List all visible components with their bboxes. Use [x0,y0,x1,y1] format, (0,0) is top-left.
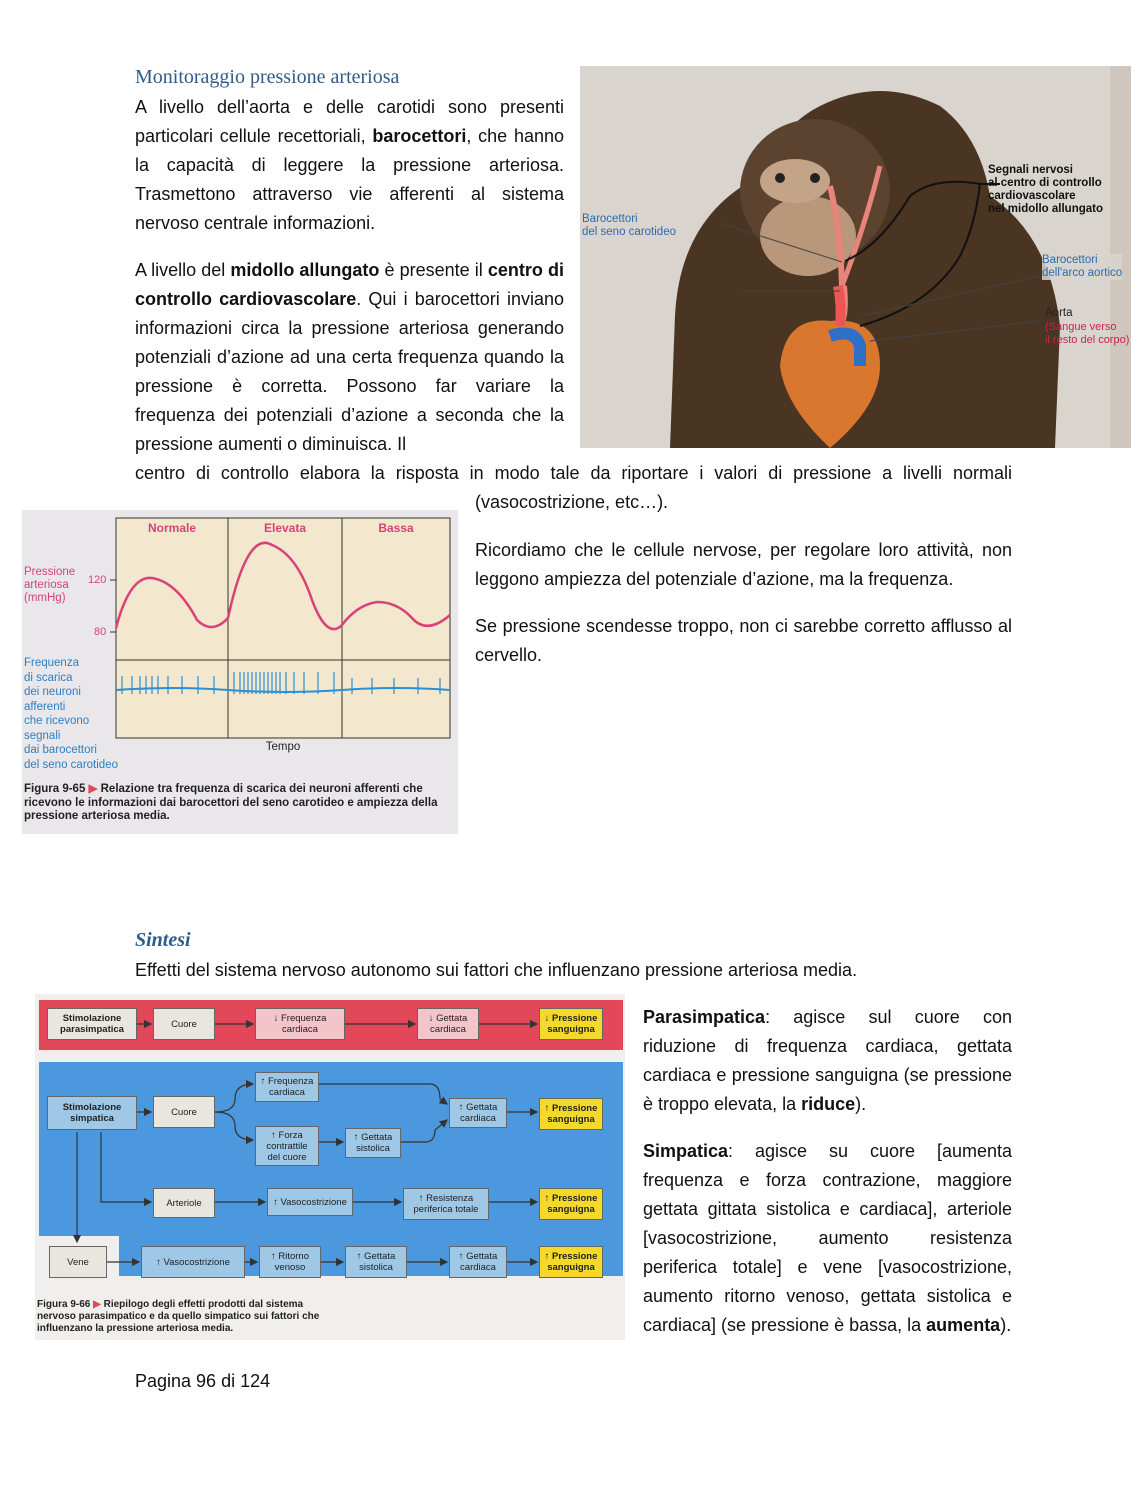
graph-freq-label: Frequenza di scarica dei neuroni afferenti che ricevono segnali dai barocettori del seno carotideo [24,657,118,771]
paragraph-afflusso: Se pressione scendesse troppo, non ci sarebbe corretto afflusso al cervello. [475,616,1012,665]
box-freq-up: ↑ Frequenza cardiaca [255,1072,319,1102]
flow-caption-num: Figura 9-66 [37,1299,91,1310]
box-press-up-2: ↑ Pressione sanguigna [539,1188,603,1220]
label-parasimpatica: Parasimpatica [643,1007,766,1027]
simp-end: ). [1000,1315,1012,1335]
label-segnali-nervosi: Segnali nervosi al centro di controllo cardiovascolare nel midollo allungato [988,164,1103,215]
barocettori-figure [580,66,1131,448]
p1-text-a: A livello dell’aorta e delle carotidi sono presenti particolari cellule recettoriali, [135,97,564,146]
paragraph-barocettori [135,93,564,238]
p2-text-e: . Qui i barocettori inviano informazioni circa la pressione arteriosa generando potenziali d’azione ad una certa frequenza quando la pressione è corretta. Possono far variare la frequenza dei potenziali d’azione a seconda che la pressione aumenti o diminuisca. Il [135,289,564,454]
graph-col-normale: Normale [147,521,197,535]
simp-text: : agisce su cuore [aumenta frequenza e forza contrazione, maggiore gettata gittata sistolica e cardiaca], arteriole [vasocostrizione, aumento resistenza periferica totale] e vene [vasocostrizione, aumento ritorno venoso, gettata sistolica e cardiaca] (se pressione è bassa, la [643,1141,1012,1335]
box-press-up-3: ↑ Pressione sanguigna [539,1246,603,1278]
p2-bold-midollo: midollo allungato [230,260,380,280]
bold-aumenta: aumenta [926,1315,1001,1335]
graph-caption-num: Figura 9-65 [24,783,86,795]
box-stim-simpatica: Stimolazione simpatica [47,1096,137,1130]
graph-tick-80: 80 [94,626,107,638]
paragraph-parasimpatica [643,1003,1012,1119]
para-end: ). [855,1094,867,1114]
p2-end: (vasocostrizione, etc…). [475,492,669,512]
box-gett-up-2: ↑ Gettata cardiaca [449,1246,507,1278]
label-simpatica: Simpatica [643,1141,729,1161]
box-gitt-up-1: ↑ Gettata sistolica [345,1128,401,1158]
box-vene: Vene [49,1246,107,1278]
paragraph-frequenza: Ricordiamo che le cellule nervose, per regolare loro attività, non leggono ampiezza del potenziale d’azione, ma la frequenza. [475,540,1012,589]
box-vaso-vene: ↑ Vasocostrizione [141,1246,245,1278]
box-gett-up-1: ↑ Gettata cardiaca [449,1098,507,1128]
box-freq-down: ↓ Frequenza cardiaca [255,1008,345,1040]
label-aorta-note: (Sangue verso il resto del corpo) [1045,321,1130,346]
caption-arrow-icon: ▶ [88,783,98,795]
graph-caption [24,783,456,824]
graph-col-bassa: Bassa [378,521,414,535]
p2-text-a: A livello del [135,260,226,280]
box-stim-parasimpatica: Stimolazione parasimpatica [47,1008,137,1040]
p1-bold-barocettori: barocettori [372,126,467,146]
section-title-sintesi: Sintesi [135,929,191,951]
label-barocettori-arco: Barocettori dell'arco aortico [1042,254,1123,279]
box-cuore-para: Cuore [153,1008,215,1040]
sintesi-intro: Effetti del sistema nervoso autonomo sui fattori che influenzano pressione arteriosa media. [135,960,858,980]
label-aorta: Aorta [1045,307,1073,319]
box-press-down: ↓ Pressione sanguigna [539,1008,603,1040]
page-number: Pagina 96 di 124 [135,1371,271,1391]
box-vaso-arteriole: ↑ Vasocostrizione [267,1188,353,1216]
flow-caption-text: Riepilogo degli effetti prodotti dal sistema nervoso parasimpatico e da quello simpatico sui fattori che influenzano la pressione arteriosa media. [37,1299,320,1334]
label-barocettori-seno: Barocettori del seno carotideo [582,213,676,238]
section-title-monitoraggio: Monitoraggio pressione arteriosa [135,66,400,88]
flow-caption [37,1299,337,1335]
graph-col-elevata: Elevata [263,521,307,535]
p2-bold-centro: centro di controllo cardiovascolare [135,260,564,309]
box-gett-down: ↓ Gettata cardiaca [417,1008,479,1040]
graph-xlabel: Tempo [265,741,301,753]
bold-riduce: riduce [801,1094,856,1114]
p2-text-c: è presente il [384,260,483,280]
paragraph-simpatica [643,1137,1012,1340]
box-ritorno-up: ↑ Ritorno venoso [259,1246,321,1278]
p2-full-line: centro di controllo elabora la risposta in modo tale da riportare i valori di pressione a livelli normali [135,463,1012,483]
flow-caption-arrow-icon: ▶ [93,1299,101,1310]
box-forza-up: ↑ Forza contrattile del cuore [255,1126,319,1166]
paragraph-midollo [135,256,564,459]
para-text: : agisce sul cuore con riduzione di frequenza cardiaca, gettata cardiaca e pressione sanguigna (se pressione è troppo elevata, la [643,1007,1012,1114]
box-cuore-simp: Cuore [153,1096,215,1128]
sistema-nervoso-flow-figure [35,994,625,1340]
graph-tick-120: 120 [88,574,107,586]
graph-caption-text: Relazione tra frequenza di scarica dei neuroni afferenti che ricevono le informazioni dai barocettori del seno carotideo e ampiezza della pressione arteriosa media. [24,783,438,822]
graph-ylabel: Pressione arteriosa (mmHg) [24,566,76,604]
flow-arrows [35,994,625,1340]
box-resist-up: ↑ Resistenza periferica totale [403,1188,489,1220]
box-press-up-1: ↑ Pressione sanguigna [539,1098,603,1130]
pressione-frequenza-figure [22,510,458,834]
box-arteriole: Arteriole [153,1188,215,1218]
box-gitt-up-2: ↑ Gettata sistolica [345,1246,407,1278]
p1-text-b: , che hanno la capacità di leggere la pressione arteriosa. Trasmettono attraverso vie afferenti al sistema nervoso centrale informazioni. [135,126,564,233]
